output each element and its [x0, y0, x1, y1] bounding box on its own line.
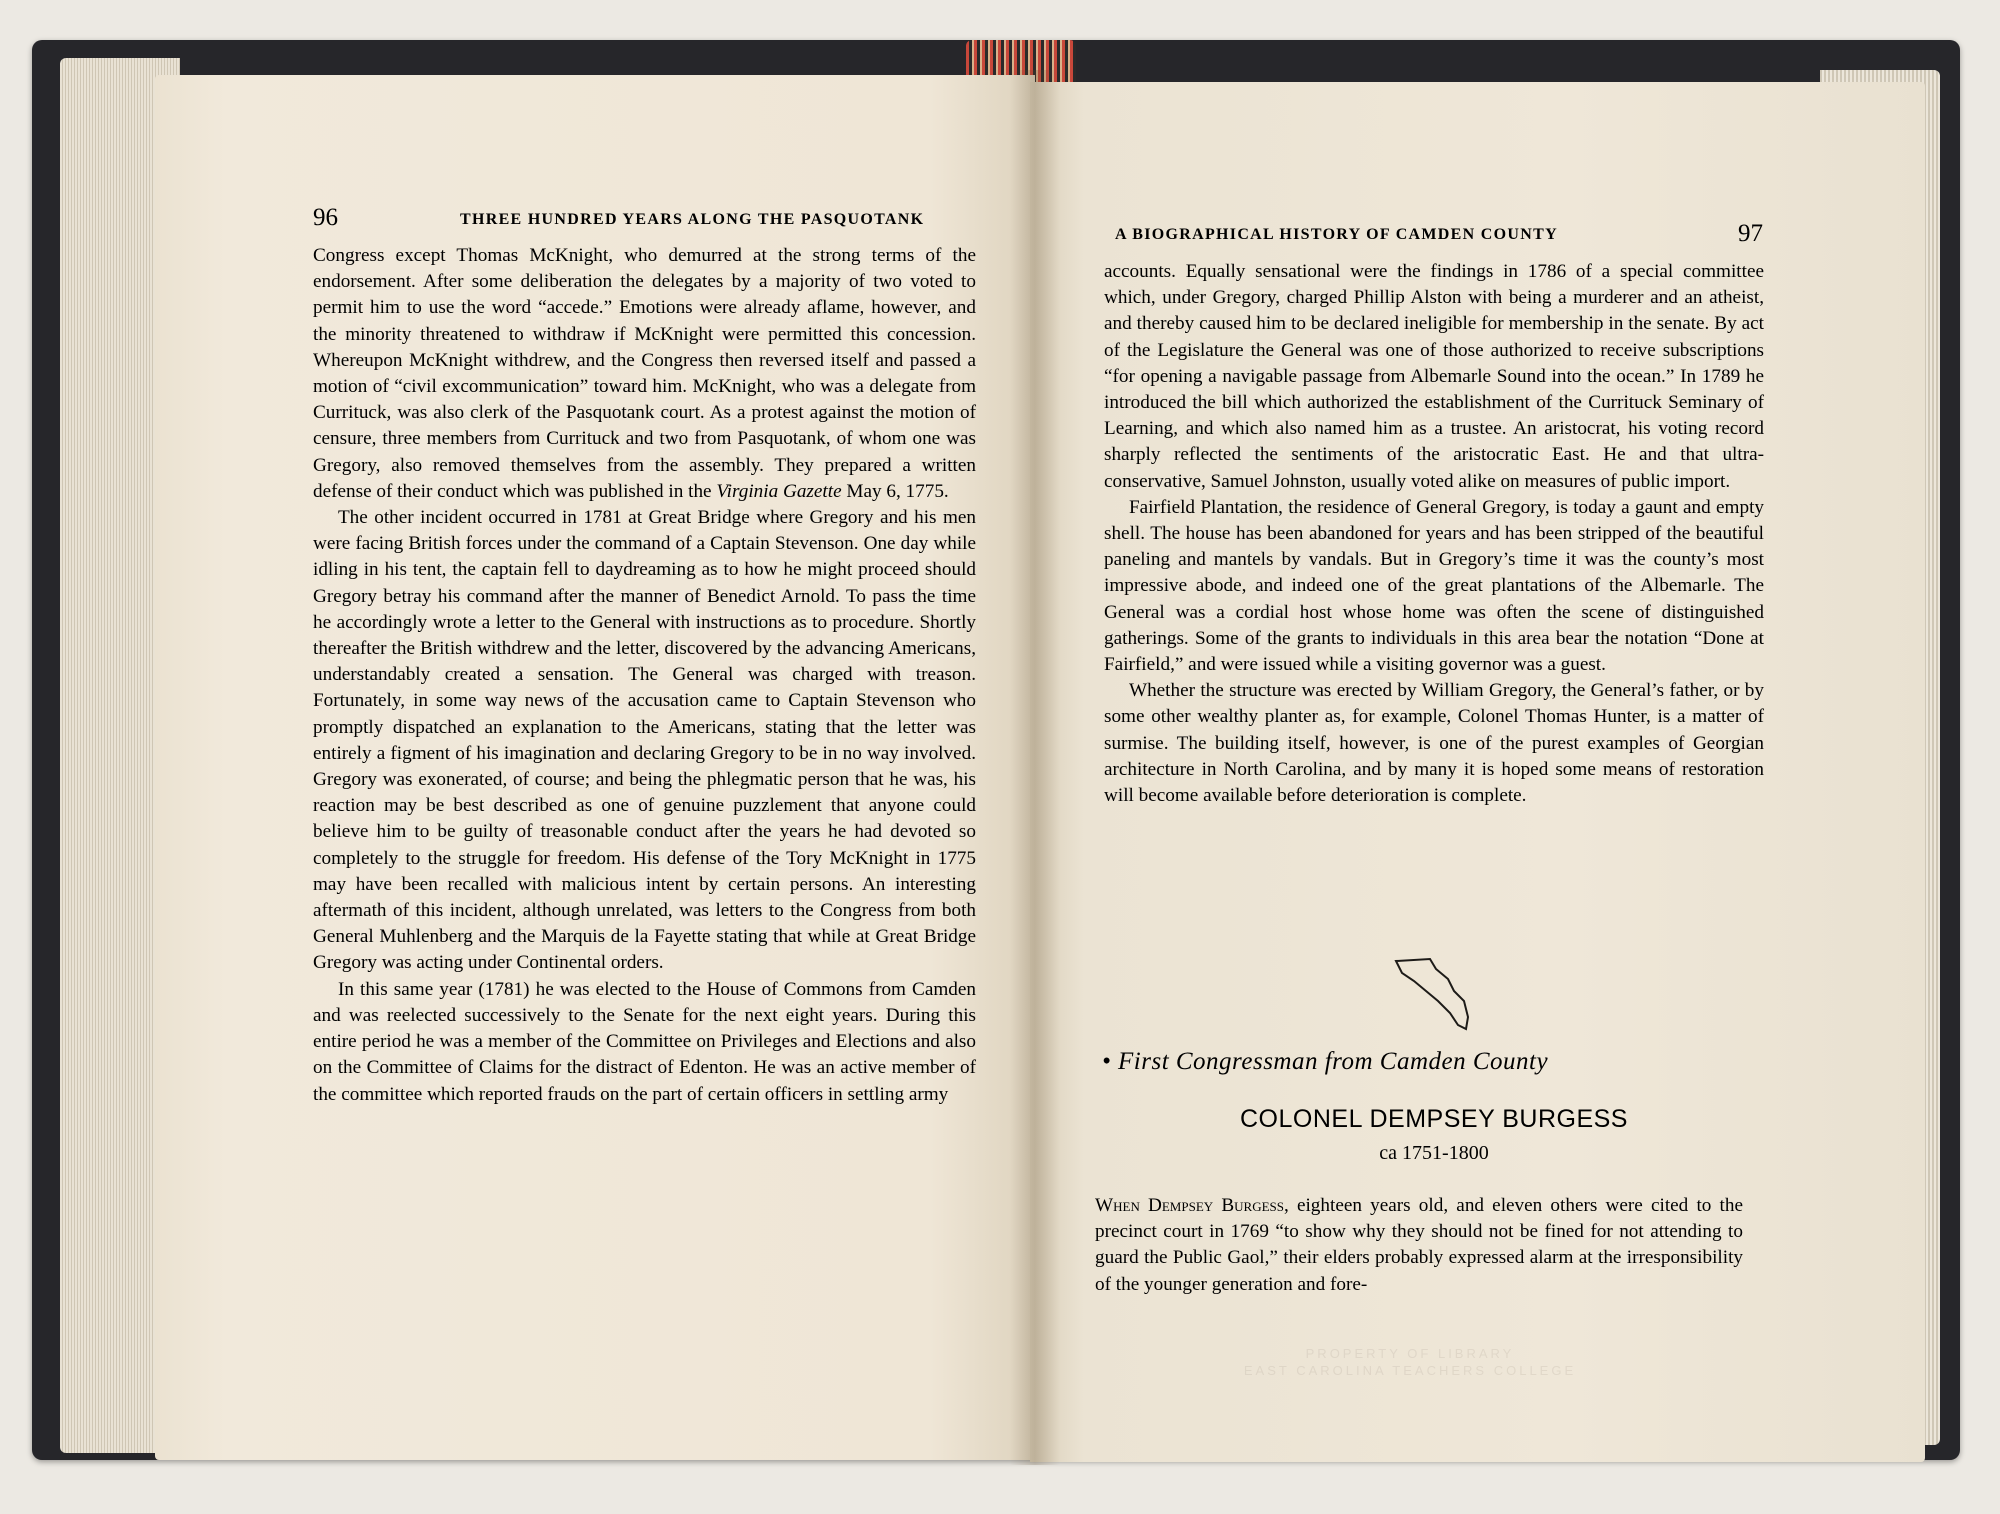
- right-running-head: A BIOGRAPHICAL HISTORY OF CAMDEN COUNTY: [1115, 226, 1558, 243]
- left-running-head: THREE HUNDRED YEARS ALONG THE PASQUOTANK: [460, 211, 925, 228]
- right-paragraph-1: accounts. Equally sensational were the findings in 1786 of a special committee which, under Gregory, charged Phillip Alston with being a murderer and an atheist, and thereby caused him to be declared ineligible for membership in the senate. By act of the Legislature the General was one of those authorized to receive subscriptions “for opening a navigable passage from Albemarle Sound into the ocean.” In 1789 he introduced the bill which authorized the establishment of the Currituck Seminary of Learning, and which also named him as a trustee. An aristocrat, his voting record sharply reflected the sentiments of the aristocratic East. He and that ultra-conservative, Samuel Johnston, usually voted alike on measures of public import.: [1104, 261, 1764, 492]
- left-paragraph-1-text: Congress except Thomas McKnight, who demurred at the strong terms of the endorsement. After some deliberation the delegates by a majority of two voted to permit him to use the word “accede.” Emotions were already aflame, however, and the minority threatened to withdraw if McKnight were permitted this concession. Whereupon McKnight withdrew, and the Congress then reversed itself and passed a motion of “civil excommunication” toward him. McKnight, who was a delegate from Currituck, was also clerk of the Pasquotank court. As a protest against the motion of censure, three members from Currituck and two from Pasquotank, of whom one was Gregory, also removed themselves from the assembly. They prepared a written defense of their conduct which was published in the: [313, 245, 976, 502]
- left-paragraph-3: In this same year (1781) he was elected to the House of Commons from Camden and was reelected successively to the Senate for the next eight years. During this entire period he was a member of the Committee on Privileges and Elections and also on the Committee of Claims for the distract of Edenton. He was an active member of the committee which reported frauds on the part of certain officers in settling army: [313, 978, 976, 1105]
- camden-county-outline-icon: [1390, 955, 1480, 1035]
- library-stamp-line-1: PROPERTY OF LIBRARY: [1305, 1346, 1515, 1361]
- chapter-opening-paragraph: [1095, 1193, 1743, 1298]
- chapter-opening-text: [1095, 1193, 1743, 1298]
- left-paragraph-1: [313, 243, 976, 505]
- left-page-text: [313, 243, 976, 1108]
- chapter-opening-body: eighteen years old, and eleven others were cited to the precinct court in 1769 “to show why they should not be fined for not attending to guard the Public Gaol,” their elders probably expressed alarm at the irresponsibility of the younger generation and fore-: [1095, 1195, 1743, 1295]
- section-title-text: First Congressman from Camden County: [1118, 1048, 1549, 1075]
- section-title: • First Congressman from Camden County: [1102, 1048, 1549, 1075]
- left-paragraph-1-end: May 6, 1775.: [841, 480, 949, 502]
- lead-in-small-caps: When Dempsey Burgess,: [1095, 1195, 1289, 1216]
- library-stamp-line-2: EAST CAROLINA TEACHERS COLLEGE: [1243, 1363, 1577, 1378]
- right-paragraph-3: Whether the structure was erected by William Gregory, the General’s father, or by some other wealthy planter as, for example, Colonel Thomas Hunter, is a matter of surmise. The building itself, however, is one of the purest examples of Georgian architecture in North Carolina, and by many it is hoped some means of restoration will become available before deterioration is complete.: [1104, 680, 1764, 807]
- right-paragraph-2: Fairfield Plantation, the residence of General Gregory, is today a gaunt and empty shell. The house has been abandoned for years and has been stripped of the beautiful paneling and mantels by vandals. But in Gregory’s time it was the county’s most impressive abode, and indeed one of the great plantations of the Albemarle. The General was a cordial host whose home was often the scene of distinguished gatherings. Some of the grants to individuals in this area bear the notation “Done at Fairfield,” and were issued while a visiting governor was a guest.: [1104, 496, 1764, 676]
- book-gutter: [1010, 70, 1060, 1465]
- right-page-text: [1104, 259, 1764, 809]
- left-paragraph-2: The other incident occurred in 1781 at Great Bridge where Gregory and his men were facing British forces under the command of a Captain Stevenson. One day while idling in his tent, the captain fell to daydreaming as to how he might proceed should Gregory betray his command after the manner of Benedict Arnold. To pass the time he accordingly wrote a letter to the General with instructions as to procedure. Shortly thereafter the British withdrew and the letter, discovered by the advancing Americans, understandably created a sensation. The General was charged with treason. Fortunately, in some way news of the accusation came to Captain Stevenson who promptly dispatched an explanation to the Americans, stating that the letter was entirely a figment of his imagination and declaring Gregory to be in no way involved. Gregory was exonerated, of course; and being the phlegmatic person that he was, his reaction may be best described as one of genuine puzzlement that anyone could believe him to be guilty of treasonable conduct after the years he had devoted so completely to the struggle for freedom. His defense of the Tory McKnight in 1775 may have been recalled with malicious intent by certain persons. An interesting aftermath of this incident, although unrelated, was letters to the Congress from both General Muhlenberg and the Marquis de la Fayette stating that while at Great Bridge Gregory was acting under Continental orders.: [313, 507, 976, 974]
- library-stamp: [1240, 1345, 1580, 1379]
- chapter-title: COLONEL DEMPSEY BURGESS: [1239, 1105, 1628, 1133]
- right-page-number: 97: [1738, 220, 1763, 247]
- left-page-number: 96: [313, 204, 338, 231]
- newspaper-title: Virginia Gazette: [716, 480, 842, 502]
- chapter-dates: ca 1751-1800: [1379, 1142, 1489, 1164]
